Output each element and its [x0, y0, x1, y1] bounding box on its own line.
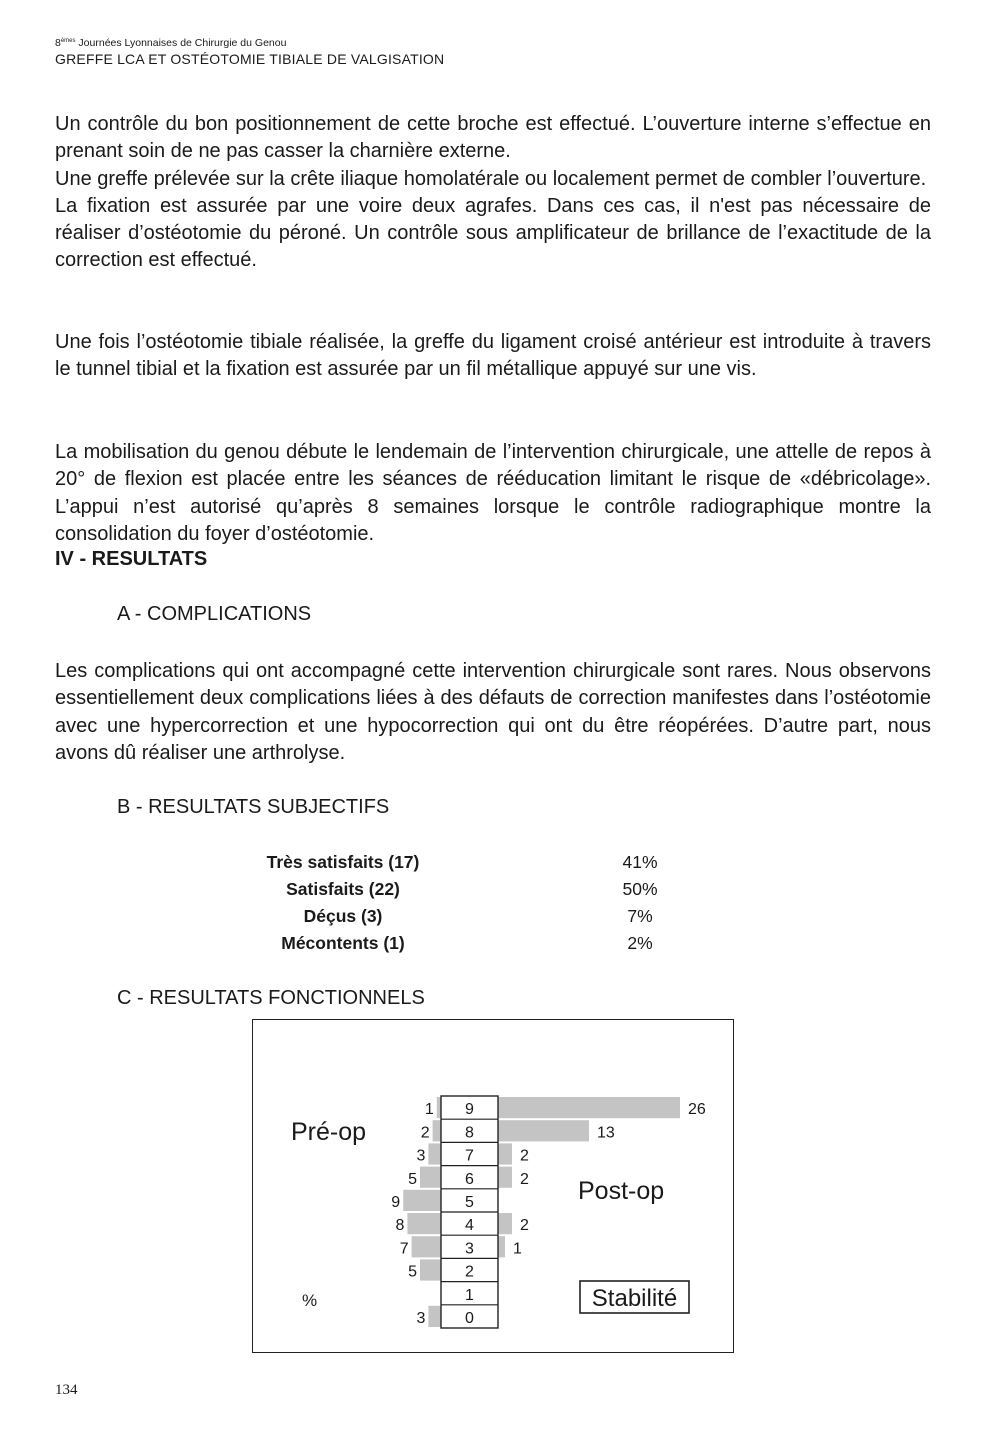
preop-value-label: 5 [408, 1263, 417, 1281]
postop-value-label: 13 [597, 1124, 615, 1142]
unit-label: % [302, 1291, 318, 1310]
axis-tick-label: 1 [465, 1286, 474, 1304]
postop-bar [498, 1167, 512, 1188]
preop-bar [403, 1190, 441, 1211]
postop-value-label: 2 [520, 1217, 529, 1235]
results-label: Déçus (3) [303, 906, 383, 926]
axis-tick-label: 3 [465, 1240, 474, 1258]
axis-tick-label: 0 [465, 1310, 474, 1327]
paragraph-mobilisation: La mobilisation du genou débute le lendemain de l’intervention chirurgicale, une attelle de repos à 20° de flexion est placée entre les séances de rééducation limitant le risque de «débricolage». L’appui n’est autorisé qu’après 8 semaines lorsque le contrôle radiographique montre la consolidation du foyer d’ostéotomie. [55, 441, 931, 545]
postop-bar [498, 1097, 680, 1118]
preop-value-label: 3 [416, 1147, 426, 1165]
subsection-complications: A - COMPLICATIONS [117, 603, 312, 625]
preop-value-label: 8 [395, 1217, 405, 1235]
stability-chart [252, 1019, 734, 1353]
chart-title: Stabilité [591, 1285, 678, 1312]
results-label: Très satisfaits (17) [266, 852, 420, 872]
results-percentage: 50% [622, 879, 658, 899]
axis-tick-label: 9 [465, 1101, 474, 1119]
stability-chart-svg [253, 1020, 733, 1352]
postop-value-label: 2 [520, 1147, 529, 1165]
preop-value-label: 5 [408, 1170, 417, 1188]
postop-bar [498, 1213, 512, 1234]
edition-superscript: èmes [60, 38, 76, 44]
results-percentage: 41% [622, 852, 658, 872]
axis-tick-label: 4 [465, 1217, 474, 1235]
paragraph-ligament-graft: Une fois l’ostéotomie tibiale réalisée, la greffe du ligament croisé antérieur est introduite à travers le tunnel tibial et la fixation est assurée par un fil métallique appuyé sur une vis. [55, 331, 931, 381]
series-label-preop: Pré-op [291, 1118, 367, 1146]
preop-value-label: 9 [391, 1194, 401, 1211]
axis-tick-label: 7 [465, 1147, 474, 1165]
preop-value-label: 1 [424, 1101, 434, 1119]
series-label-postop: Post-op [578, 1177, 665, 1205]
axis-tick-label: 6 [465, 1170, 474, 1188]
preop-bar [428, 1143, 441, 1164]
postop-bar [498, 1120, 589, 1141]
results-percentage: 7% [627, 906, 653, 926]
conference-name: 8èmes Journées Lyonnaises de Chirurgie du Genou [55, 37, 287, 49]
paragraph-line: La fixation est assurée par une voire deux agrafes. Dans ces cas, il n'est pas nécessaire de réaliser d’ostéotomie du péroné. Un contrôle sous amplificateur de brillance de l’exactitude de la correction est effectué. [55, 194, 931, 272]
postop-value-label: 1 [513, 1240, 522, 1258]
postop-bar [498, 1236, 505, 1257]
results-label: Mécontents (1) [281, 933, 405, 953]
paragraph-line: Une greffe prélevée sur la crête iliaque homolatérale ou localement permet de combler l’ouverture. [55, 167, 927, 190]
article-title: GREFFE LCA ET OSTÉOTOMIE TIBIALE DE VALGISATION [55, 51, 445, 67]
preop-bar [428, 1306, 441, 1327]
running-header [55, 34, 444, 68]
results-label: Satisfaits (22) [286, 879, 400, 899]
preop-value-label: 2 [420, 1124, 430, 1142]
axis-tick-label: 2 [465, 1263, 474, 1281]
preop-value-label: 3 [416, 1310, 426, 1327]
preop-bar [412, 1236, 441, 1257]
paragraph-procedure [55, 111, 931, 275]
postop-value-label: 26 [688, 1101, 706, 1119]
preop-value-label: 7 [399, 1240, 409, 1258]
preop-bar [433, 1120, 441, 1141]
subsection-subjective-results: B - RESULTATS SUBJECTIFS [117, 796, 390, 818]
axis-tick-label: 5 [465, 1194, 474, 1211]
section-title-resultats: IV - RESULTATS [55, 548, 208, 570]
paragraph-line: Un contrôle du bon positionnement de cette broche est effectué. L’ouverture interne s’effectue en prenant soin de ne pas casser la charnière externe. [55, 113, 931, 163]
paragraph-complications: Les complications qui ont accompagné cette intervention chirurgicale sont rares. Nous observons essentiellement deux complications liées à des défauts de correction manifestes dans l’ostéotomie avec une hypercorrection et une hypocorrection qui ont du être réopérées. D’autre part, nous avons dû réaliser une arthrolyse. [55, 660, 931, 764]
postop-bar [498, 1143, 512, 1164]
preop-bar [407, 1213, 441, 1234]
subsection-functional-results: C - RESULTATS FONCTIONNELS [117, 987, 425, 1009]
postop-value-label: 2 [520, 1170, 529, 1188]
results-percentage: 2% [627, 933, 653, 953]
axis-tick-label: 8 [465, 1124, 474, 1142]
page-number: 134 [55, 1382, 78, 1398]
preop-bar [420, 1259, 441, 1280]
preop-bar [420, 1167, 441, 1188]
